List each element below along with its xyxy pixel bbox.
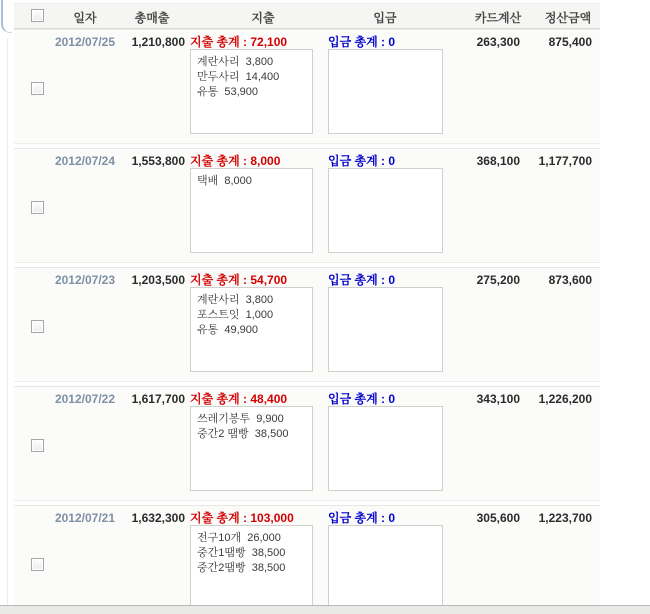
table-row: [14, 386, 600, 501]
header-expense: 지출: [251, 11, 275, 25]
expense-total-value: 103,000: [250, 511, 294, 525]
expense-items-textarea[interactable]: [190, 168, 313, 253]
deposit-total-value: 0: [388, 511, 396, 525]
settlement-amount-value: 873,600: [548, 273, 592, 287]
total-sales-value: 1,617,700: [131, 392, 185, 406]
expense-total-prefix: 지출 총계 :: [190, 273, 251, 287]
deposit-total-value: 0: [388, 154, 396, 168]
header-date: 일자: [73, 11, 97, 25]
deposit-total-prefix: 입금 총계 :: [328, 511, 389, 525]
card-amount-value: 368,100: [476, 154, 520, 168]
deposit-total-value: 0: [388, 392, 396, 406]
select-all-checkbox[interactable]: [31, 9, 44, 22]
date-value: 2012/07/25: [54, 35, 115, 49]
deposit-total-prefix: 입금 총계 :: [328, 273, 389, 287]
date-value: 2012/07/24: [54, 154, 115, 168]
expense-items-textarea[interactable]: [190, 287, 313, 372]
expense-total-prefix: 지출 총계 :: [190, 154, 251, 168]
date-value: 2012/07/21: [54, 511, 115, 525]
row-checkbox[interactable]: [31, 558, 44, 571]
expense-total-prefix: 지출 총계 :: [190, 35, 251, 49]
deposit-items-textarea[interactable]: [328, 49, 443, 134]
expense-total-value: 8,000: [250, 154, 281, 168]
card-amount-value: 305,600: [476, 511, 520, 525]
panel-corner-decoration: [1, 0, 12, 33]
deposit-items-textarea[interactable]: [328, 168, 443, 253]
deposit-total-value: 0: [388, 273, 396, 287]
expense-items-textarea[interactable]: [190, 49, 313, 134]
row-checkbox[interactable]: [31, 82, 44, 95]
expense-total-value: 48,400: [250, 392, 288, 406]
card-amount-value: 343,100: [476, 392, 520, 406]
date-value: 2012/07/22: [54, 392, 115, 406]
table-row: [14, 505, 600, 614]
card-amount-value: 275,200: [476, 273, 520, 287]
deposit-items-textarea[interactable]: [328, 525, 443, 610]
deposit-total-prefix: 입금 총계 :: [328, 392, 389, 406]
expense-items-textarea[interactable]: [190, 406, 313, 491]
row-checkbox[interactable]: [31, 320, 44, 333]
total-sales-value: 1,203,500: [131, 273, 185, 287]
row-checkbox[interactable]: [31, 439, 44, 452]
settlement-amount-value: 875,400: [548, 35, 592, 49]
header-card: 카드계산: [474, 11, 522, 25]
date-value: 2012/07/23: [54, 273, 115, 287]
expense-total-prefix: 지출 총계 :: [190, 511, 251, 525]
expense-items-textarea[interactable]: [190, 525, 313, 610]
settlement-amount-value: 1,177,700: [538, 154, 592, 168]
total-sales-value: 1,632,300: [131, 511, 185, 525]
row-checkbox[interactable]: [31, 201, 44, 214]
settlement-amount-value: 1,223,700: [538, 511, 592, 525]
total-sales-value: 1,210,800: [131, 35, 185, 49]
expense-total-value: 72,100: [250, 35, 288, 49]
table-row: [14, 29, 600, 144]
table-body: [14, 29, 600, 614]
deposit-items-textarea[interactable]: [328, 287, 443, 372]
table-header: [14, 3, 600, 29]
header-settlement: 정산금액: [544, 11, 592, 25]
table-row: [14, 267, 600, 382]
header-total-sales: 총매출: [134, 11, 170, 25]
settlement-amount-value: 1,226,200: [538, 392, 592, 406]
header-deposit: 입금: [373, 11, 397, 25]
deposit-total-prefix: 입금 총계 :: [328, 35, 389, 49]
ledger-table: [14, 0, 600, 614]
deposit-total-prefix: 입금 총계 :: [328, 154, 389, 168]
expense-total-prefix: 지출 총계 :: [190, 392, 251, 406]
total-sales-value: 1,553,800: [131, 154, 185, 168]
horizontal-scrollbar-track[interactable]: [0, 605, 650, 614]
expense-total-value: 54,700: [250, 273, 288, 287]
table-row: [14, 148, 600, 263]
card-amount-value: 263,300: [476, 35, 520, 49]
left-divider-line: [7, 38, 8, 605]
deposit-total-value: 0: [388, 35, 396, 49]
deposit-items-textarea[interactable]: [328, 406, 443, 491]
